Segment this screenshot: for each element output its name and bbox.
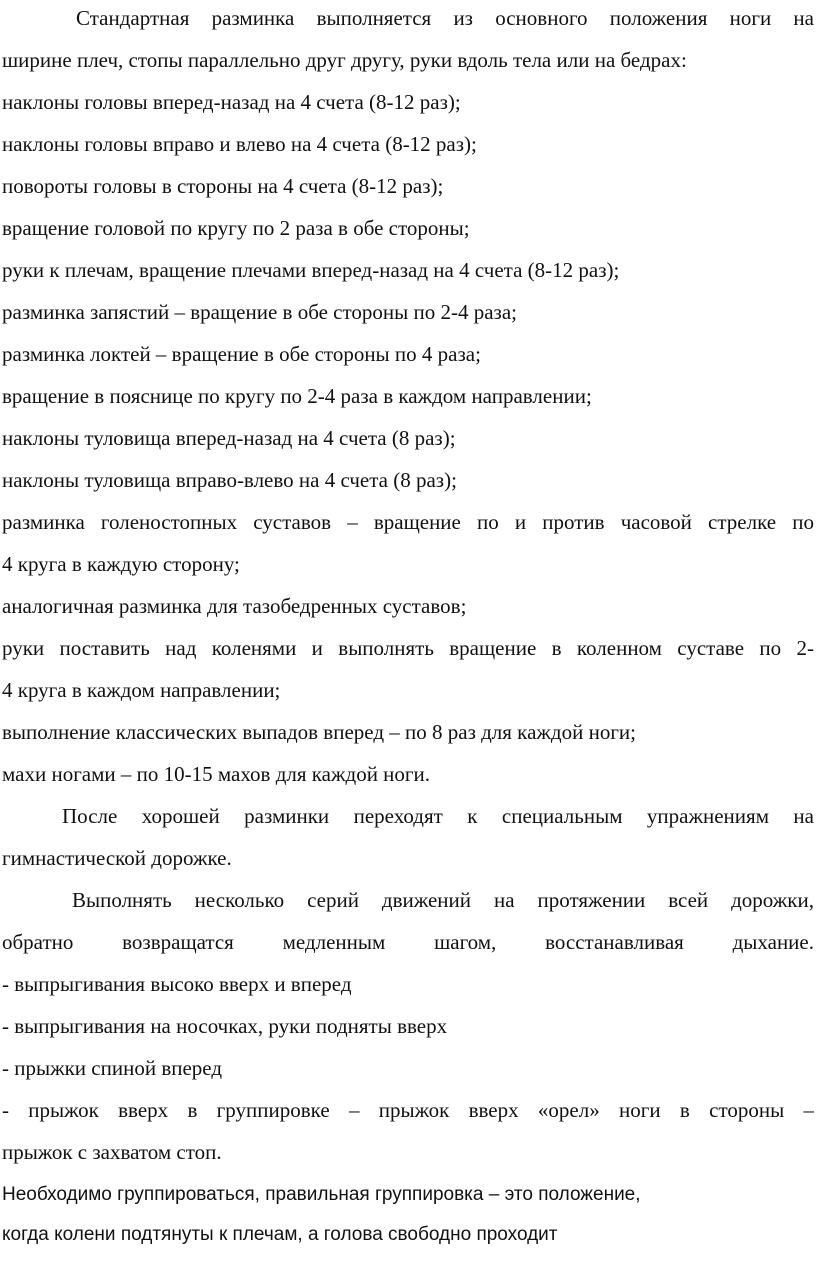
list-item: наклоны туловища вправо-влево на 4 счета (8 раз); [2,468,457,492]
list-item: разминка запястий – вращение в обе стороны по 2-4 раза; [2,300,517,324]
list-item: повороты головы в стороны на 4 счета (8-12 раз); [2,174,444,198]
paragraph-intro-line-1: Стандартная разминка выполняется из основного положения ноги на [76,6,814,30]
list-item: руки к плечам, вращение плечами вперед-назад на 4 счета (8-12 раз); [2,258,620,282]
list-item-ankle-line-1: разминка голеностопных суставов – вращение по и против часовой стрелке по [2,510,814,534]
list-item-jump: - выпрыгивания на носочках, руки подняты вверх [2,1014,448,1038]
note-line-1: Необходимо группироваться, правильная группировка – это положение, [2,1184,641,1205]
list-item: разминка локтей – вращение в обе стороны по 4 раза; [2,342,481,366]
list-item: наклоны головы вправо и влево на 4 счета (8-12 раз); [2,132,477,156]
paragraph-track-line-2: гимнастической дорожке. [2,846,232,870]
paragraph-series-line-2: обратно возвращатся медленным шагом, восстанавливая дыхание. [2,930,814,954]
list-item-swings: махи ногами – по 10-15 махов для каждой ноги. [2,762,431,786]
paragraph-series-line-1: Выполнять несколько серий движений на протяжении всей дорожки, [72,888,814,912]
list-item-lunges: выполнение классических выпадов вперед – по 8 раз для каждой ноги; [2,720,636,744]
list-item: вращение в пояснице по кругу по 2-4 раза в каждом направлении; [2,384,592,408]
list-item-ankle-line-2: 4 круга в каждую сторону; [2,552,240,576]
note-line-2: когда колени подтянуты к плечам, а голова свободно проходит [2,1224,558,1245]
paragraph-intro-line-2: ширине плеч, стопы параллельно друг другу, руки вдоль тела или на бедрах: [2,48,687,72]
list-item: наклоны головы вперед-назад на 4 счета (8-12 раз); [2,90,461,114]
paragraph-track-line-1: После хорошей разминки переходят к специальным упражнениям на [62,804,814,828]
list-item-tuck-line-2: прыжок с захватом стоп. [2,1140,222,1164]
list-item-hip: аналогичная разминка для тазобедренных суставов; [2,594,467,618]
list-item-knee-line-2: 4 круга в каждом направлении; [2,678,281,702]
list-item-tuck-line-1: - прыжок вверх в группировке – прыжок вверх «орел» ноги в стороны – [2,1098,814,1122]
list-item: вращение головой по кругу по 2 раза в обе стороны; [2,216,470,240]
list-item-jump: - выпрыгивания высоко вверх и вперед [2,972,352,996]
list-item-knee-line-1: руки поставить над коленями и выполнять вращение в коленном суставе по 2- [2,636,814,660]
list-item-jump: - прыжки спиной вперед [2,1056,223,1080]
list-item: наклоны туловища вперед-назад на 4 счета (8 раз); [2,426,456,450]
